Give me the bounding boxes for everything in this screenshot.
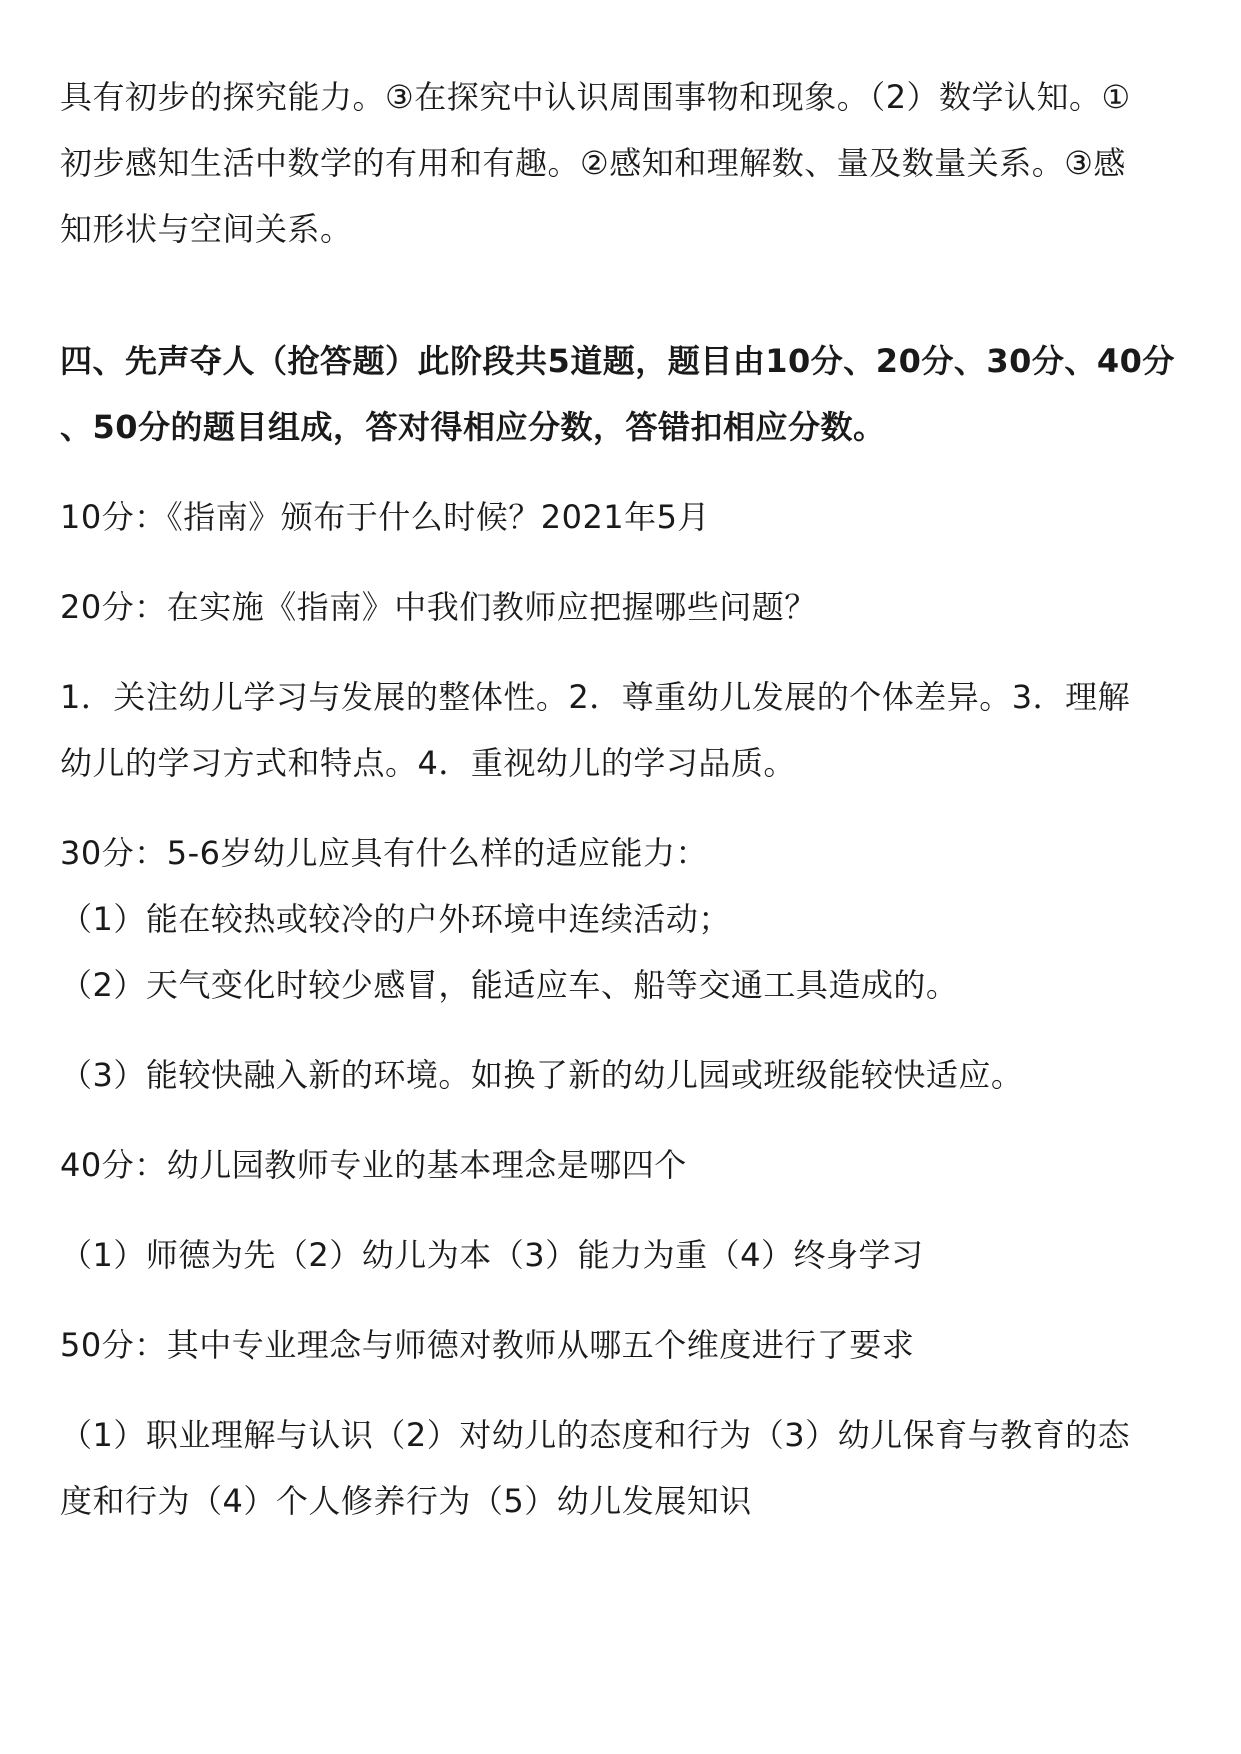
section-heading-quick-answer: [60, 328, 1185, 460]
heading-line: 、50分的题目组成，答对得相应分数，答错扣相应分数。: [60, 408, 886, 446]
text-line: 幼儿的学习方式和特点。4．重视幼儿的学习品质。: [60, 744, 796, 782]
text-line: 10分：《指南》颁布于什么时候？2021年5月: [60, 498, 711, 536]
heading-line: 四、先声夺人（抢答题）此阶段共5道题，题目由10分、20分、30分、40分: [60, 342, 1175, 380]
text-line: （3）能较快融入新的环境。如换了新的幼儿园或班级能较快适应。: [60, 1056, 1024, 1094]
text-line: 50分：其中专业理念与师德对教师从哪五个维度进行了要求: [60, 1326, 915, 1364]
question-50: [60, 1312, 1185, 1378]
text-line: 40分：幼儿园教师专业的基本理念是哪四个: [60, 1146, 687, 1184]
question-20: [60, 574, 1185, 640]
answer-30-item-3: [60, 1042, 1185, 1108]
text-line: 初步感知生活中数学的有用和有趣。②感知和理解数、量及数量关系。③感: [60, 144, 1126, 182]
text-line: （2）天气变化时较少感冒，能适应车、船等交通工具造成的。: [60, 966, 959, 1004]
text-line: 1．关注幼儿学习与发展的整体性。2．尊重幼儿发展的个体差异。3．理解: [60, 678, 1131, 716]
answer-50: [60, 1402, 1185, 1534]
answer-40: [60, 1222, 1185, 1288]
paragraph-science-math-cognition: [60, 64, 1185, 262]
text-line: （1）职业理解与认识（2）对幼儿的态度和行为（3）幼儿保育与教育的态: [60, 1416, 1131, 1454]
question-10: [60, 484, 1185, 550]
text-line: 20分：在实施《指南》中我们教师应把握哪些问题？: [60, 588, 817, 626]
question-30-with-answers: [60, 820, 1185, 1018]
text-line: 度和行为（4）个人修养行为（5）幼儿发展知识: [60, 1482, 752, 1520]
answer-20: [60, 664, 1185, 796]
document-page: [60, 64, 1185, 1534]
text-line: 30分：5-6岁幼儿应具有什么样的适应能力：: [60, 834, 708, 872]
text-line: 具有初步的探究能力。③在探究中认识周围事物和现象。（2）数学认知。①: [60, 78, 1131, 116]
text-line: （1）师德为先（2）幼儿为本（3）能力为重（4）终身学习: [60, 1236, 924, 1274]
text-line: 知形状与空间关系。: [60, 210, 353, 248]
text-line: （1）能在较热或较冷的户外环境中连续活动；: [60, 900, 731, 938]
question-40: [60, 1132, 1185, 1198]
